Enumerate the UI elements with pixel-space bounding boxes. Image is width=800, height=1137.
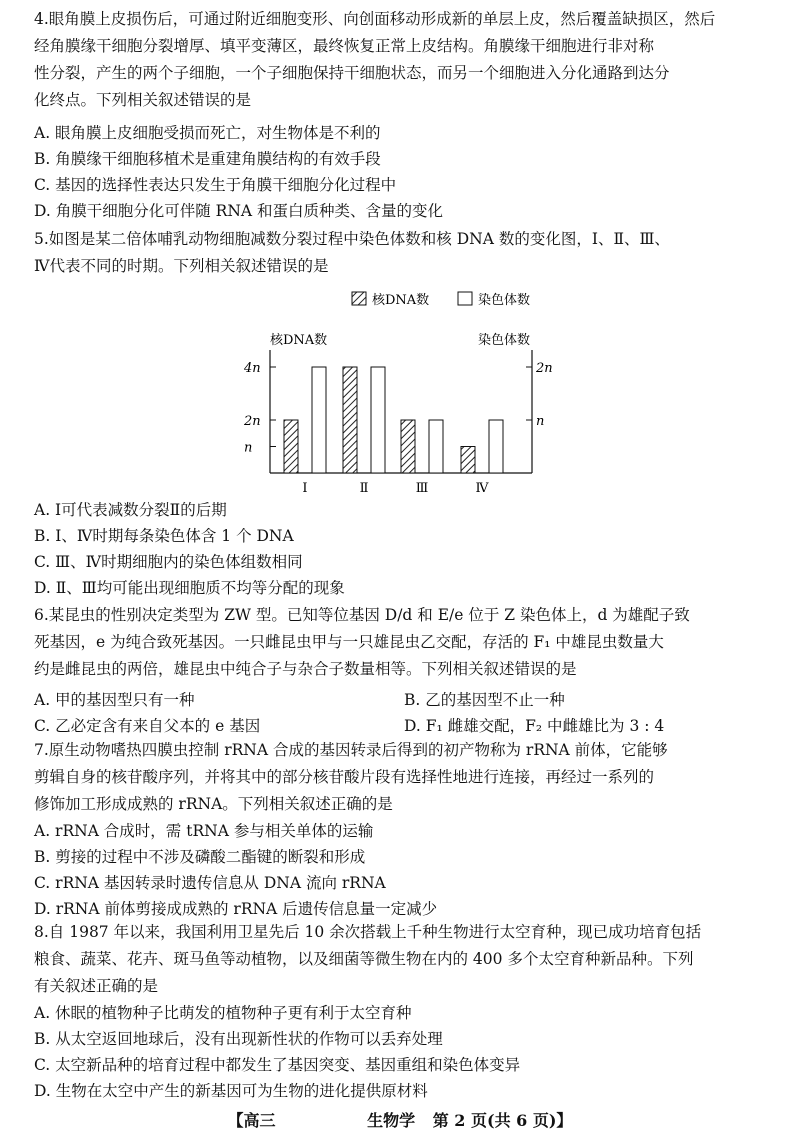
bar-dna-3 <box>401 420 415 473</box>
footer-subject: 生物学 <box>367 1111 416 1130</box>
question-7-option-b: B. 剪接的过程中不涉及磷酸二酯键的断裂和形成 <box>34 848 366 866</box>
question-5-option-b: B. Ⅰ、Ⅳ时期每条染色体含 1 个 DNA <box>34 527 294 545</box>
question-4-option-a: A. 眼角膜上皮细胞受损而死亡，对生物体是不利的 <box>34 124 381 142</box>
question-6-option-d: D. F₁ 雌雄交配，F₂ 中雌雄比为 3 : 4 <box>404 717 665 735</box>
bar-chromosome-2 <box>371 367 385 473</box>
question-7-option-d: D. rRNA 前体剪接成成熟的 rRNA 后遗传信息量一定减少 <box>34 900 438 918</box>
question-4 <box>34 6 774 224</box>
question-4-line: 经角膜缘干细胞分裂增厚、填平变薄区，最终恢复正常上皮结构。角膜缘干细胞进行非对称 <box>34 37 655 55</box>
legend-swatch-dna <box>352 292 366 305</box>
footer-grade: 【高三 <box>227 1111 276 1130</box>
page-footer <box>0 1108 800 1131</box>
right-axis-label: 染色体数 <box>478 333 531 348</box>
left-tick-label: 4n <box>244 361 261 376</box>
question-8-line: 8.自 1987 年以来，我国利用卫星先后 10 余次搭载上千种生物进行太空育种，现已成功培育包括 <box>34 923 702 941</box>
right-tick-label: 2n <box>536 361 553 376</box>
question-4-option-c: C. 基因的选择性表达只发生于角膜干细胞分化过程中 <box>34 176 397 194</box>
question-5-line: Ⅳ代表不同的时期。下列相关叙述错误的是 <box>34 257 329 275</box>
bar-chromosome-4 <box>489 420 503 473</box>
legend-label-dna: 核DNA数 <box>372 293 430 308</box>
bar-dna-4 <box>461 447 475 474</box>
category-label: Ⅰ <box>302 481 308 496</box>
bar-dna-2 <box>343 367 357 473</box>
question-8-option-d: D. 生物在太空中产生的新基因可为生物的进化提供原材料 <box>34 1082 428 1100</box>
category-label: Ⅱ <box>359 481 369 496</box>
question-8 <box>34 919 774 1104</box>
question-5-option-d: D. Ⅱ、Ⅲ均可能出现细胞质不均等分配的现象 <box>34 579 345 597</box>
question-6-option-c: C. 乙必定含有来自父本的 e 基因 <box>34 717 261 735</box>
question-7 <box>34 737 774 922</box>
question-4-line: 4.眼角膜上皮损伤后，可通过附近细胞变形、向创面移动形成新的单层上皮，然后覆盖缺损区，然后 <box>34 10 716 28</box>
question-8-option-b: B. 从太空返回地球后，没有出现新性状的作物可以丢弃处理 <box>34 1030 443 1048</box>
question-6-line: 约是雌昆虫的两倍，雄昆虫中纯合子与杂合子数量相等。下列相关叙述错误的是 <box>34 660 577 678</box>
question-4-line: 化终点。下列相关叙述错误的是 <box>34 91 252 109</box>
question-6-line: 6.某昆虫的性别决定类型为 ZW 型。已知等位基因 D/d 和 E/e 位于 Z 染色体上，d 为雄配子致 <box>34 606 690 624</box>
category-label: Ⅳ <box>475 481 489 496</box>
question-5-option-a: A. Ⅰ可代表减数分裂Ⅱ的后期 <box>34 501 227 519</box>
question-6-options <box>34 687 774 739</box>
right-tick-label: n <box>536 414 545 429</box>
question-4-option-b: B. 角膜缘干细胞移植术是重建角膜结构的有效手段 <box>34 150 381 168</box>
left-tick-label: n <box>244 440 253 456</box>
bar-dna-1 <box>284 420 298 473</box>
footer-page: 第 2 页(共 6 页)】 <box>432 1111 573 1130</box>
question-5 <box>34 226 774 280</box>
question-6-line: 死基因，e 为纯合致死基因。一只雌昆虫甲与一只雄昆虫乙交配，存活的 F₁ 中雄昆虫数量大 <box>34 633 664 651</box>
question-7-option-c: C. rRNA 基因转录时遗传信息从 DNA 流向 rRNA <box>34 874 386 892</box>
question-7-option-a: A. rRNA 合成时，需 tRNA 参与相关单体的运输 <box>34 822 374 840</box>
question-6-option-b: B. 乙的基因型不止一种 <box>404 691 565 709</box>
question-6 <box>34 602 774 739</box>
legend-label-chromosome: 染色体数 <box>478 293 531 308</box>
dna-chromosome-bar-chart <box>240 288 560 498</box>
question-5-options <box>34 497 774 601</box>
legend-swatch-chromosome <box>458 292 472 305</box>
question-6-option-a: A. 甲的基因型只有一种 <box>34 691 195 709</box>
question-5-line: 5.如图是某二倍体哺乳动物细胞减数分裂过程中染色体数和核 DNA 数的变化图，Ⅰ、Ⅱ、Ⅲ、 <box>34 230 670 248</box>
left-tick-label: 2n <box>244 414 261 429</box>
bar-chromosome-3 <box>429 420 443 473</box>
question-7-line: 7.原生动物嗜热四膜虫控制 rRNA 合成的基因转录后得到的初产物称为 rRNA 前体，它能够 <box>34 741 668 759</box>
question-8-option-c: C. 太空新品种的培育过程中都发生了基因突变、基因重组和染色体变异 <box>34 1056 521 1074</box>
question-7-line: 剪辑自身的核苷酸序列，并将其中的部分核苷酸片段有选择性地进行连接，再经过一系列的 <box>34 768 655 786</box>
question-4-option-d: D. 角膜干细胞分化可伴随 RNA 和蛋白质种类、含量的变化 <box>34 202 444 220</box>
question-7-line: 修饰加工形成成熟的 rRNA。下列相关叙述正确的是 <box>34 795 393 813</box>
question-8-option-a: A. 休眠的植物种子比萌发的植物种子更有利于太空育种 <box>34 1004 412 1022</box>
question-8-line: 粮食、蔬菜、花卉、斑马鱼等动植物，以及细菌等微生物在内的 400 多个太空育种新品种。下列 <box>34 950 694 968</box>
question-5-option-c: C. Ⅲ、Ⅳ时期细胞内的染色体组数相同 <box>34 553 303 571</box>
category-label: Ⅲ <box>415 481 429 496</box>
question-8-line: 有关叙述正确的是 <box>34 977 159 995</box>
question-4-line: 性分裂，产生的两个子细胞，一个子细胞保持干细胞状态，而另一个细胞进入分化通路到达分 <box>34 64 670 82</box>
bar-chromosome-1 <box>312 367 326 473</box>
left-axis-label: 核DNA数 <box>270 333 328 348</box>
